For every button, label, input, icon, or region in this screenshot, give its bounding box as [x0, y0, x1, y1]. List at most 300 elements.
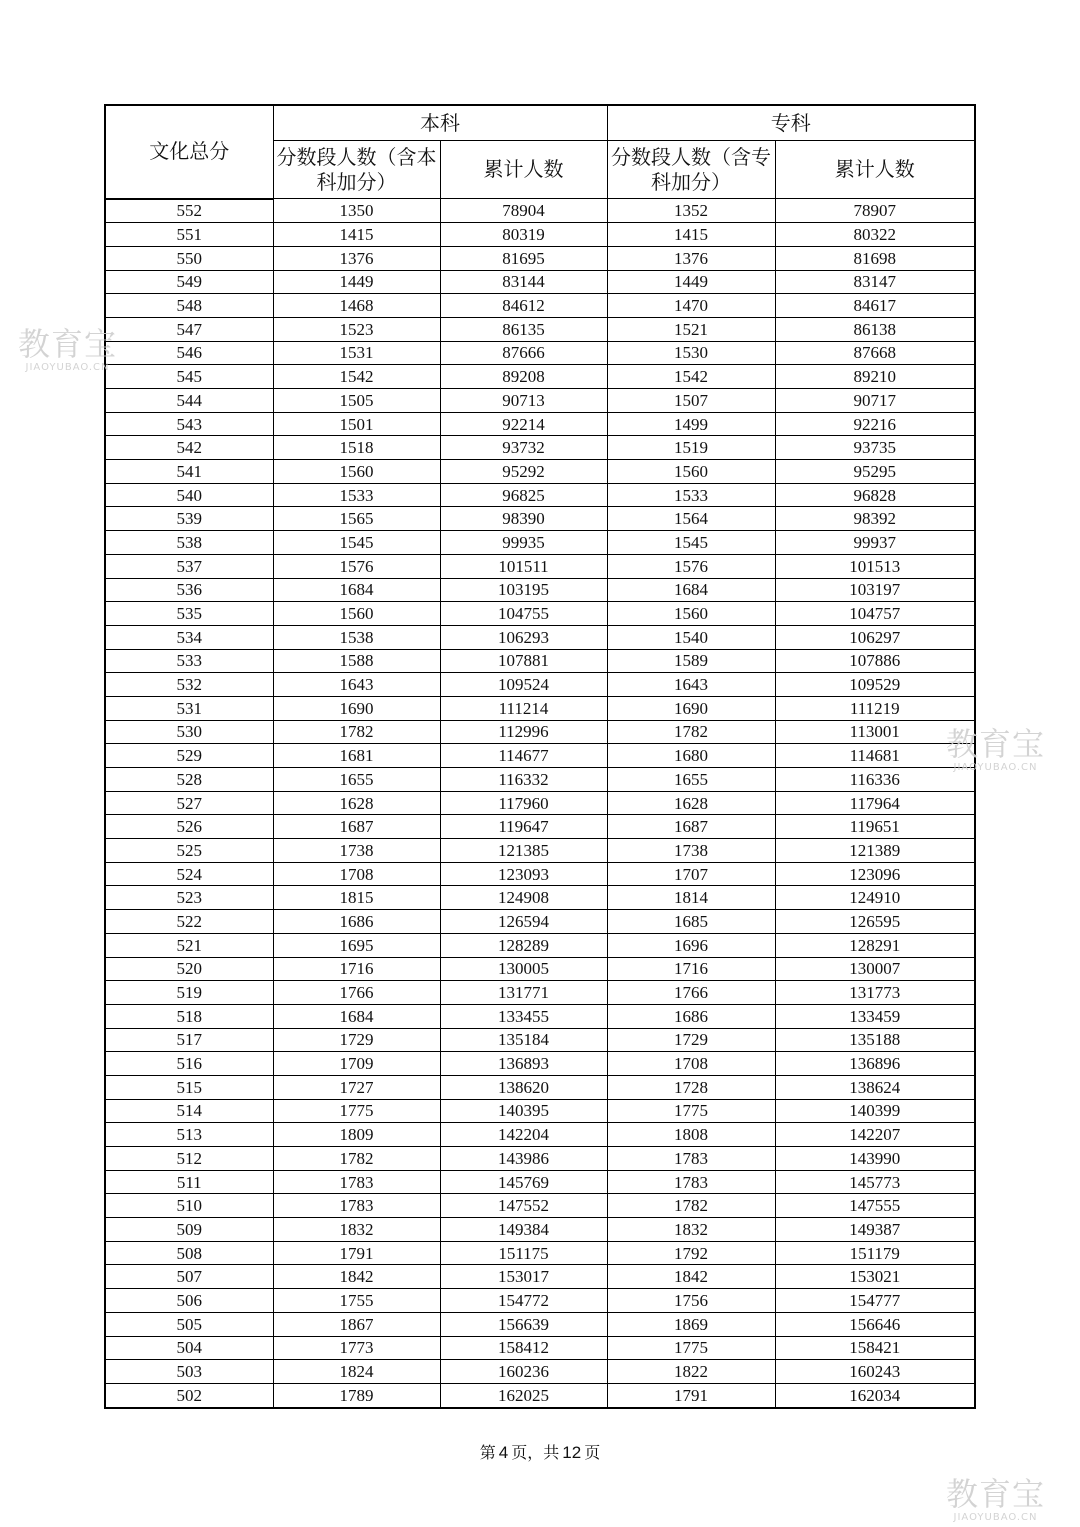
score-cell: 543	[105, 412, 273, 436]
zhuanke-cumulative-cell: 145773	[775, 1170, 975, 1194]
zhuanke-cumulative-cell: 81698	[775, 246, 975, 270]
benke-cumulative-cell: 86135	[440, 317, 607, 341]
watermark-subtext: JIAOYUBAO.CN	[25, 362, 110, 373]
zhuanke-count-cell: 1738	[607, 839, 775, 863]
zhuanke-count-cell: 1643	[607, 673, 775, 697]
zhuanke-cumulative-cell: 83147	[775, 270, 975, 294]
watermark-logo	[946, 725, 1046, 773]
footer-prefix: 第	[479, 1443, 496, 1462]
score-distribution-table	[104, 104, 976, 1409]
table-row	[105, 554, 975, 578]
benke-cumulative-cell: 145769	[440, 1170, 607, 1194]
table-row	[105, 1075, 975, 1099]
benke-count-cell: 1681	[273, 744, 440, 768]
benke-cumulative-cell: 154772	[440, 1289, 607, 1313]
score-cell: 540	[105, 483, 273, 507]
score-cell: 542	[105, 436, 273, 460]
benke-count-cell: 1708	[273, 862, 440, 886]
zhuanke-count-cell: 1655	[607, 768, 775, 792]
watermark-subtext: JIAOYUBAO.CN	[953, 1512, 1038, 1523]
benke-count-cell: 1809	[273, 1123, 440, 1147]
table-row	[105, 246, 975, 270]
table-row	[105, 673, 975, 697]
zhuanke-cumulative-cell: 78907	[775, 199, 975, 223]
benke-cumulative-cell: 80319	[440, 223, 607, 247]
zhuanke-count-cell: 1521	[607, 317, 775, 341]
zhuanke-cumulative-cell: 147555	[775, 1194, 975, 1218]
table-row	[105, 744, 975, 768]
table-row	[105, 578, 975, 602]
table-row	[105, 199, 975, 223]
current-page-number: 4	[498, 1443, 509, 1462]
zhuanke-count-cell: 1869	[607, 1312, 775, 1336]
zhuanke-count-cell: 1628	[607, 791, 775, 815]
benke-count-cell: 1350	[273, 199, 440, 223]
benke-count-cell: 1782	[273, 720, 440, 744]
benke-count-cell: 1783	[273, 1170, 440, 1194]
score-cell: 546	[105, 341, 273, 365]
benke-cumulative-cell: 142204	[440, 1123, 607, 1147]
zhuanke-cumulative-cell: 111219	[775, 696, 975, 720]
benke-cumulative-cell: 138620	[440, 1075, 607, 1099]
benke-count-cell: 1783	[273, 1194, 440, 1218]
table-row	[105, 341, 975, 365]
zhuanke-cumulative-cell: 107886	[775, 649, 975, 673]
score-cell: 509	[105, 1218, 273, 1242]
zhuanke-count-cell: 1499	[607, 412, 775, 436]
table-row	[105, 720, 975, 744]
table-row	[105, 1289, 975, 1313]
benke-count-cell: 1542	[273, 365, 440, 389]
zhuanke-cumulative-cell: 103197	[775, 578, 975, 602]
score-cell: 523	[105, 886, 273, 910]
zhuanke-cumulative-cell: 106297	[775, 625, 975, 649]
zhuanke-count-cell: 1775	[607, 1336, 775, 1360]
benke-count-cell: 1686	[273, 910, 440, 934]
watermark-text: 教育宝	[946, 1475, 1046, 1513]
score-cell: 530	[105, 720, 273, 744]
benke-cumulative-header: 累计人数	[440, 141, 607, 199]
zhuanke-cumulative-cell: 104757	[775, 602, 975, 626]
table-row	[105, 1383, 975, 1407]
zhuanke-count-cell: 1707	[607, 862, 775, 886]
zhuanke-cumulative-cell: 117964	[775, 791, 975, 815]
score-cell: 538	[105, 531, 273, 555]
benke-cumulative-cell: 90713	[440, 389, 607, 413]
benke-count-cell: 1468	[273, 294, 440, 318]
watermark-logo	[18, 325, 118, 373]
benke-count-cell: 1538	[273, 625, 440, 649]
zhuanke-count-cell: 1696	[607, 933, 775, 957]
benke-count-cell: 1655	[273, 768, 440, 792]
benke-count-cell: 1729	[273, 1028, 440, 1052]
table-row	[105, 507, 975, 531]
benke-cumulative-cell: 153017	[440, 1265, 607, 1289]
page-footer	[0, 1440, 1080, 1463]
zhuanke-count-cell: 1545	[607, 531, 775, 555]
score-cell: 552	[105, 199, 273, 223]
zhuanke-count-cell: 1530	[607, 341, 775, 365]
benke-cumulative-cell: 160236	[440, 1360, 607, 1384]
table-row	[105, 389, 975, 413]
zhuanke-count-cell: 1842	[607, 1265, 775, 1289]
score-cell: 539	[105, 507, 273, 531]
benke-count-cell: 1773	[273, 1336, 440, 1360]
zhuanke-cumulative-cell: 123096	[775, 862, 975, 886]
zhuanke-count-cell: 1470	[607, 294, 775, 318]
table-row	[105, 839, 975, 863]
benke-count-cell: 1501	[273, 412, 440, 436]
zhuanke-cumulative-cell: 89210	[775, 365, 975, 389]
score-cell: 515	[105, 1075, 273, 1099]
zhuanke-count-cell: 1832	[607, 1218, 775, 1242]
score-cell: 531	[105, 696, 273, 720]
zhuanke-count-cell: 1576	[607, 554, 775, 578]
benke-cumulative-cell: 114677	[440, 744, 607, 768]
footer-mid: 页，共	[511, 1443, 560, 1462]
zhuanke-cumulative-cell: 121389	[775, 839, 975, 863]
zhuanke-count-cell: 1716	[607, 957, 775, 981]
score-cell: 513	[105, 1123, 273, 1147]
zhuanke-count-cell: 1540	[607, 625, 775, 649]
zhuanke-count-cell: 1684	[607, 578, 775, 602]
score-cell: 526	[105, 815, 273, 839]
benke-cumulative-cell: 116332	[440, 768, 607, 792]
benke-count-header: 分数段人数（含本科加分）	[273, 141, 440, 199]
score-cell: 516	[105, 1052, 273, 1076]
benke-cumulative-cell: 133455	[440, 1004, 607, 1028]
benke-count-cell: 1789	[273, 1383, 440, 1407]
zhuanke-count-cell: 1519	[607, 436, 775, 460]
benke-cumulative-cell: 143986	[440, 1147, 607, 1171]
zhuanke-cumulative-cell: 86138	[775, 317, 975, 341]
score-cell: 537	[105, 554, 273, 578]
zhuanke-cumulative-cell: 149387	[775, 1218, 975, 1242]
table-row	[105, 768, 975, 792]
total-pages-number: 12	[562, 1443, 582, 1462]
score-cell: 520	[105, 957, 273, 981]
benke-cumulative-cell: 119647	[440, 815, 607, 839]
benke-cumulative-cell: 84612	[440, 294, 607, 318]
benke-cumulative-cell: 162025	[440, 1383, 607, 1407]
benke-count-cell: 1775	[273, 1099, 440, 1123]
header-row-groups	[105, 105, 975, 141]
score-cell: 518	[105, 1004, 273, 1028]
zhuanke-count-cell: 1708	[607, 1052, 775, 1076]
score-cell: 525	[105, 839, 273, 863]
zhuanke-cumulative-cell: 126595	[775, 910, 975, 934]
benke-count-cell: 1738	[273, 839, 440, 863]
benke-count-cell: 1545	[273, 531, 440, 555]
score-cell: 534	[105, 625, 273, 649]
score-cell: 511	[105, 1170, 273, 1194]
zhuanke-count-cell: 1729	[607, 1028, 775, 1052]
zhuanke-cumulative-cell: 128291	[775, 933, 975, 957]
benke-cumulative-cell: 130005	[440, 957, 607, 981]
benke-cumulative-cell: 95292	[440, 460, 607, 484]
table-row	[105, 317, 975, 341]
score-column-header: 文化总分	[105, 105, 273, 199]
table-row	[105, 1123, 975, 1147]
table-row	[105, 1336, 975, 1360]
zhuanke-cumulative-cell: 153021	[775, 1265, 975, 1289]
table-row	[105, 1052, 975, 1076]
zhuanke-count-cell: 1686	[607, 1004, 775, 1028]
benke-count-cell: 1531	[273, 341, 440, 365]
table-row	[105, 412, 975, 436]
score-cell: 529	[105, 744, 273, 768]
benke-count-cell: 1791	[273, 1241, 440, 1265]
table-row	[105, 483, 975, 507]
score-cell: 505	[105, 1312, 273, 1336]
zhuanke-count-cell: 1782	[607, 1194, 775, 1218]
benke-cumulative-cell: 109524	[440, 673, 607, 697]
zhuanke-cumulative-cell: 101513	[775, 554, 975, 578]
zhuanke-count-cell: 1589	[607, 649, 775, 673]
footer-suffix: 页	[584, 1443, 601, 1462]
score-cell: 545	[105, 365, 273, 389]
score-cell: 502	[105, 1383, 273, 1407]
benke-cumulative-cell: 87666	[440, 341, 607, 365]
score-cell: 510	[105, 1194, 273, 1218]
benke-cumulative-cell: 149384	[440, 1218, 607, 1242]
benke-cumulative-cell: 111214	[440, 696, 607, 720]
table-row	[105, 223, 975, 247]
score-cell: 548	[105, 294, 273, 318]
zhuanke-cumulative-cell: 130007	[775, 957, 975, 981]
table-row	[105, 791, 975, 815]
zhuanke-count-cell: 1680	[607, 744, 775, 768]
score-cell: 512	[105, 1147, 273, 1171]
zhuanke-cumulative-cell: 136896	[775, 1052, 975, 1076]
zhuanke-count-cell: 1791	[607, 1383, 775, 1407]
benke-count-cell: 1376	[273, 246, 440, 270]
table-row	[105, 933, 975, 957]
zhuanke-count-header: 分数段人数（含专科加分）	[607, 141, 775, 199]
zhuanke-count-cell: 1728	[607, 1075, 775, 1099]
zhuanke-cumulative-cell: 140399	[775, 1099, 975, 1123]
zhuanke-cumulative-cell: 160243	[775, 1360, 975, 1384]
zhuanke-count-cell: 1792	[607, 1241, 775, 1265]
benke-count-cell: 1576	[273, 554, 440, 578]
benke-count-cell: 1518	[273, 436, 440, 460]
benke-count-cell: 1560	[273, 460, 440, 484]
table-row	[105, 1265, 975, 1289]
zhuanke-count-cell: 1685	[607, 910, 775, 934]
benke-cumulative-cell: 104755	[440, 602, 607, 626]
benke-cumulative-cell: 92214	[440, 412, 607, 436]
benke-count-cell: 1643	[273, 673, 440, 697]
watermark-subtext: JIAOYUBAO.CN	[953, 762, 1038, 773]
benke-cumulative-cell: 136893	[440, 1052, 607, 1076]
table-row	[105, 1194, 975, 1218]
zhuanke-cumulative-cell: 135188	[775, 1028, 975, 1052]
benke-count-cell: 1824	[273, 1360, 440, 1384]
benke-cumulative-cell: 83144	[440, 270, 607, 294]
zhuanke-count-cell: 1449	[607, 270, 775, 294]
benke-cumulative-cell: 93732	[440, 436, 607, 460]
score-cell: 524	[105, 862, 273, 886]
score-cell: 532	[105, 673, 273, 697]
benke-count-cell: 1449	[273, 270, 440, 294]
benke-count-cell: 1560	[273, 602, 440, 626]
benke-count-cell: 1690	[273, 696, 440, 720]
zhuanke-cumulative-cell: 113001	[775, 720, 975, 744]
benke-cumulative-cell: 158412	[440, 1336, 607, 1360]
table-row	[105, 1241, 975, 1265]
zhuanke-cumulative-cell: 156646	[775, 1312, 975, 1336]
score-cell: 519	[105, 981, 273, 1005]
zhuanke-count-cell: 1415	[607, 223, 775, 247]
benke-count-cell: 1755	[273, 1289, 440, 1313]
benke-cumulative-cell: 135184	[440, 1028, 607, 1052]
benke-count-cell: 1684	[273, 578, 440, 602]
zhuanke-cumulative-cell: 131773	[775, 981, 975, 1005]
benke-cumulative-cell: 156639	[440, 1312, 607, 1336]
table-row	[105, 886, 975, 910]
zhuanke-cumulative-cell: 114681	[775, 744, 975, 768]
zhuanke-count-cell: 1782	[607, 720, 775, 744]
watermark-logo	[946, 1475, 1046, 1523]
zhuanke-count-cell: 1756	[607, 1289, 775, 1313]
zhuanke-cumulative-cell: 95295	[775, 460, 975, 484]
zhuanke-cumulative-cell: 99937	[775, 531, 975, 555]
score-cell: 536	[105, 578, 273, 602]
benke-cumulative-cell: 126594	[440, 910, 607, 934]
score-cell: 517	[105, 1028, 273, 1052]
benke-count-cell: 1533	[273, 483, 440, 507]
table-row	[105, 1099, 975, 1123]
zhuanke-count-cell: 1564	[607, 507, 775, 531]
score-cell: 504	[105, 1336, 273, 1360]
score-cell: 535	[105, 602, 273, 626]
zhuanke-count-cell: 1560	[607, 460, 775, 484]
zhuanke-count-cell: 1352	[607, 199, 775, 223]
zhuanke-count-cell: 1766	[607, 981, 775, 1005]
benke-count-cell: 1842	[273, 1265, 440, 1289]
zhuanke-cumulative-cell: 138624	[775, 1075, 975, 1099]
watermark-text: 教育宝	[18, 325, 118, 363]
table-row	[105, 1218, 975, 1242]
benke-count-cell: 1709	[273, 1052, 440, 1076]
zhuanke-cumulative-cell: 151179	[775, 1241, 975, 1265]
zhuanke-count-cell: 1690	[607, 696, 775, 720]
score-cell: 507	[105, 1265, 273, 1289]
benke-count-cell: 1687	[273, 815, 440, 839]
zhuanke-count-cell: 1542	[607, 365, 775, 389]
benke-cumulative-cell: 99935	[440, 531, 607, 555]
zhuanke-count-cell: 1376	[607, 246, 775, 270]
zhuanke-cumulative-cell: 80322	[775, 223, 975, 247]
table-row	[105, 1028, 975, 1052]
zhuanke-cumulative-cell: 96828	[775, 483, 975, 507]
benke-count-cell: 1832	[273, 1218, 440, 1242]
score-cell: 549	[105, 270, 273, 294]
benke-count-cell: 1588	[273, 649, 440, 673]
table-row	[105, 365, 975, 389]
score-cell: 541	[105, 460, 273, 484]
benke-count-cell: 1415	[273, 223, 440, 247]
table-row	[105, 270, 975, 294]
benke-group-header: 本科	[273, 105, 607, 141]
zhuanke-cumulative-cell: 84617	[775, 294, 975, 318]
benke-count-cell: 1766	[273, 981, 440, 1005]
table-row	[105, 1170, 975, 1194]
benke-cumulative-cell: 140395	[440, 1099, 607, 1123]
table-row	[105, 460, 975, 484]
benke-cumulative-cell: 89208	[440, 365, 607, 389]
table-row	[105, 910, 975, 934]
table-row	[105, 436, 975, 460]
benke-cumulative-cell: 98390	[440, 507, 607, 531]
table-row	[105, 649, 975, 673]
benke-count-cell: 1867	[273, 1312, 440, 1336]
zhuanke-count-cell: 1783	[607, 1170, 775, 1194]
benke-count-cell: 1782	[273, 1147, 440, 1171]
zhuanke-cumulative-header: 累计人数	[775, 141, 975, 199]
table-row	[105, 531, 975, 555]
score-cell: 533	[105, 649, 273, 673]
benke-cumulative-cell: 131771	[440, 981, 607, 1005]
benke-count-cell: 1565	[273, 507, 440, 531]
zhuanke-cumulative-cell: 162034	[775, 1383, 975, 1407]
zhuanke-cumulative-cell: 98392	[775, 507, 975, 531]
table-row	[105, 1360, 975, 1384]
score-cell: 503	[105, 1360, 273, 1384]
table-row	[105, 815, 975, 839]
benke-cumulative-cell: 147552	[440, 1194, 607, 1218]
table-row	[105, 1312, 975, 1336]
table-row	[105, 294, 975, 318]
score-cell: 544	[105, 389, 273, 413]
score-cell: 522	[105, 910, 273, 934]
benke-cumulative-cell: 107881	[440, 649, 607, 673]
zhuanke-cumulative-cell: 93735	[775, 436, 975, 460]
zhuanke-count-cell: 1783	[607, 1147, 775, 1171]
score-cell: 508	[105, 1241, 273, 1265]
zhuanke-cumulative-cell: 90717	[775, 389, 975, 413]
benke-count-cell: 1684	[273, 1004, 440, 1028]
zhuanke-cumulative-cell: 143990	[775, 1147, 975, 1171]
score-cell: 514	[105, 1099, 273, 1123]
benke-cumulative-cell: 124908	[440, 886, 607, 910]
zhuanke-count-cell: 1775	[607, 1099, 775, 1123]
zhuanke-cumulative-cell: 109529	[775, 673, 975, 697]
zhuanke-count-cell: 1533	[607, 483, 775, 507]
zhuanke-count-cell: 1814	[607, 886, 775, 910]
zhuanke-cumulative-cell: 133459	[775, 1004, 975, 1028]
table-body	[105, 199, 975, 1408]
zhuanke-count-cell: 1560	[607, 602, 775, 626]
benke-cumulative-cell: 121385	[440, 839, 607, 863]
score-cell: 521	[105, 933, 273, 957]
zhuanke-count-cell: 1687	[607, 815, 775, 839]
benke-cumulative-cell: 151175	[440, 1241, 607, 1265]
benke-cumulative-cell: 96825	[440, 483, 607, 507]
zhuanke-count-cell: 1822	[607, 1360, 775, 1384]
score-cell: 551	[105, 223, 273, 247]
watermark-text: 教育宝	[946, 725, 1046, 763]
benke-cumulative-cell: 78904	[440, 199, 607, 223]
benke-count-cell: 1727	[273, 1075, 440, 1099]
benke-cumulative-cell: 112996	[440, 720, 607, 744]
table-row	[105, 696, 975, 720]
zhuanke-cumulative-cell: 92216	[775, 412, 975, 436]
score-cell: 506	[105, 1289, 273, 1313]
zhuanke-cumulative-cell: 158421	[775, 1336, 975, 1360]
benke-cumulative-cell: 106293	[440, 625, 607, 649]
score-cell: 528	[105, 768, 273, 792]
